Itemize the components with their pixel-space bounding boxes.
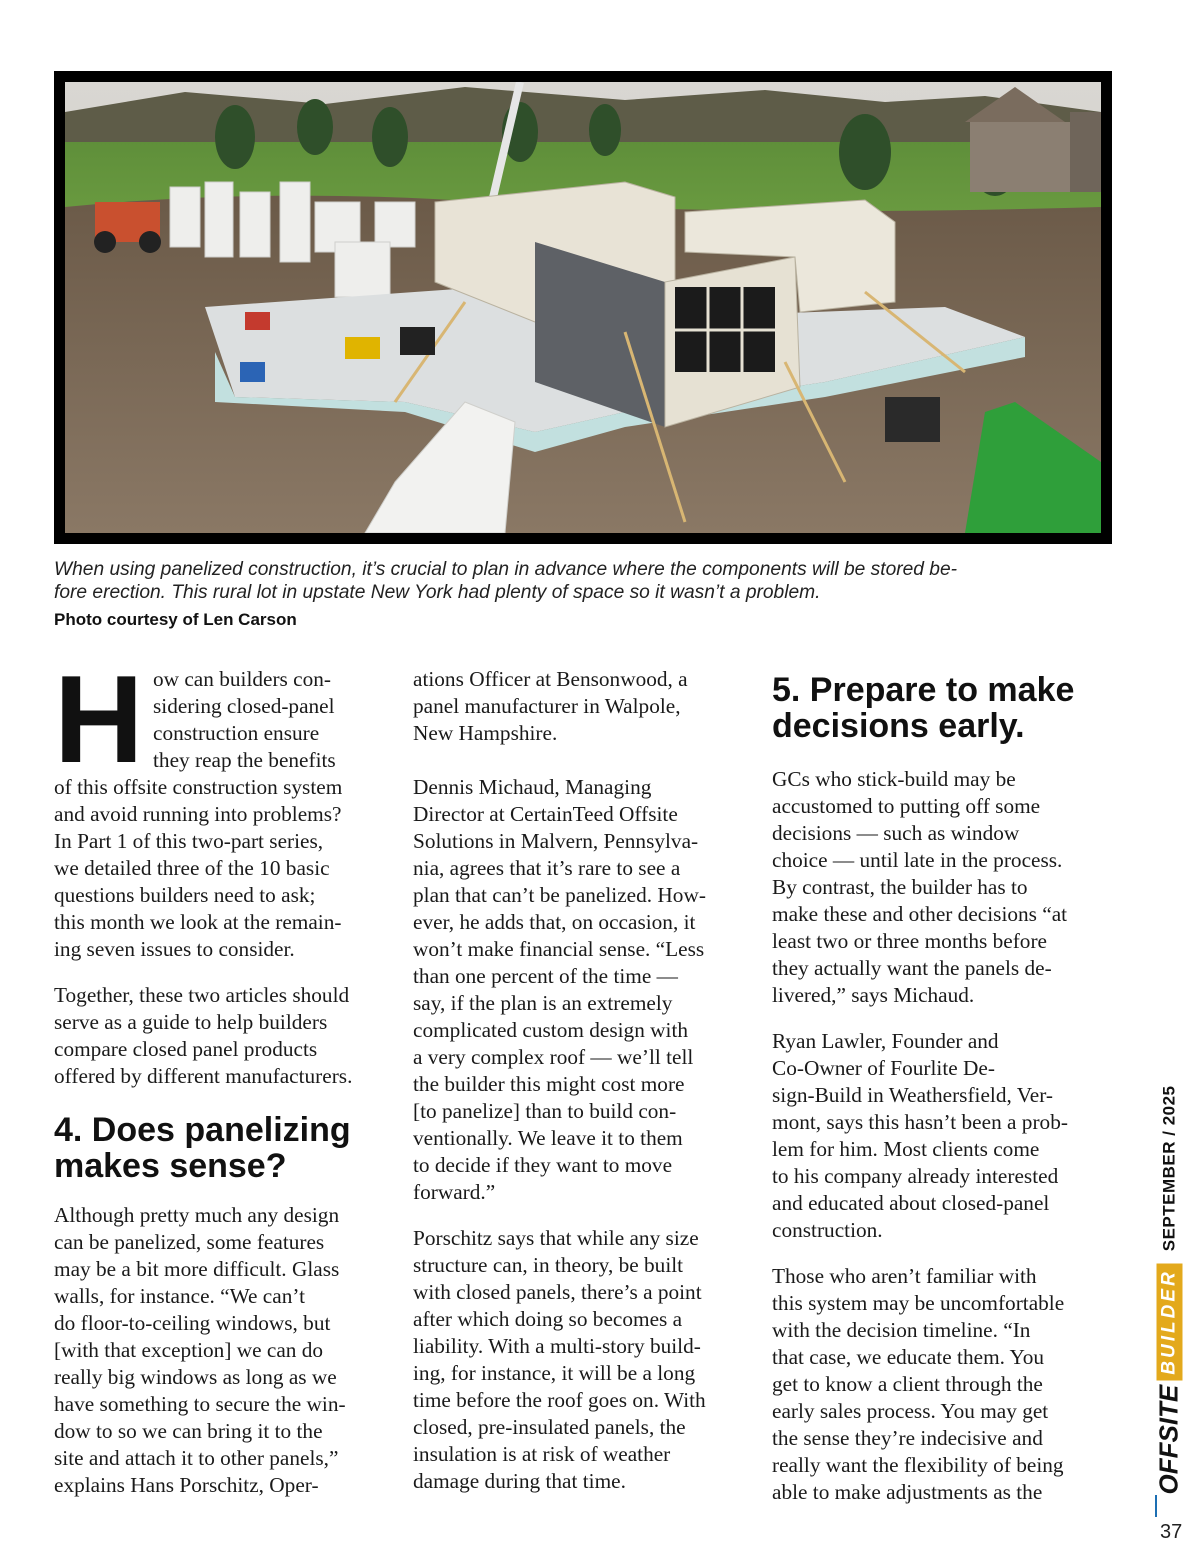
construction-photo-illustration — [65, 82, 1101, 533]
text-line: least two or three months before — [772, 929, 1047, 953]
text-line: Ryan Lawler, Founder and — [772, 1029, 999, 1053]
text-line: with the decision timeline. “In — [772, 1318, 1031, 1342]
article-photo — [54, 71, 1112, 544]
text-line: forward.” — [413, 1180, 496, 1204]
paragraph — [772, 766, 1117, 1009]
paragraph — [54, 1202, 398, 1499]
page-number: 37 — [1160, 1521, 1183, 1543]
heading-line: makes sense? — [54, 1147, 287, 1185]
text-line: this month we look at the remain- — [54, 910, 342, 934]
text-line: dow to so we can bring it to the — [54, 1419, 323, 1443]
text-line: choice — until late in the process. — [772, 848, 1063, 872]
sidebar-brand-block — [1154, 1085, 1185, 1494]
text-line: of this offsite construction system — [54, 775, 343, 799]
brand-offsite: OFFSITE — [1153, 1384, 1184, 1495]
caption-line: When using panelized construction, it’s crucial to plan in advance where the components will be stored be- — [54, 559, 958, 580]
text-line: nia, agrees that it’s rare to see a — [413, 856, 681, 880]
text-line: ations Officer at Bensonwood, a — [413, 667, 688, 691]
text-line: New Hampshire. — [413, 721, 558, 745]
text-line: really big windows as long as we — [54, 1365, 337, 1389]
paragraph — [413, 1225, 753, 1495]
article-column-2 — [413, 666, 753, 1495]
text-line: they actually want the panels de- — [772, 956, 1052, 980]
text-line: ing seven issues to consider. — [54, 937, 295, 961]
text-line: get to know a client through the — [772, 1372, 1043, 1396]
text-line: ing, for instance, it will be a long — [413, 1361, 696, 1385]
text-line: Although pretty much any design — [54, 1203, 340, 1227]
text-line: Co-Owner of Fourlite De- — [772, 1056, 995, 1080]
intro-paragraph — [54, 651, 398, 963]
heading-line: decisions early. — [772, 707, 1025, 745]
text-line: compare closed panel products — [54, 1037, 318, 1061]
text-line: the builder this might cost more — [413, 1072, 685, 1096]
text-line: can be panelized, some features — [54, 1230, 325, 1254]
text-line: Director at CertainTeed Offsite — [413, 802, 678, 826]
text-line: to decide if they want to move — [413, 1153, 673, 1177]
drop-cap: H — [54, 651, 144, 789]
heading-line: 5. Prepare to make — [772, 671, 1075, 709]
text-line: [with that exception] we can do — [54, 1338, 324, 1362]
section-heading-4 — [54, 1112, 398, 1184]
paragraph — [772, 1263, 1117, 1506]
text-line: Those who aren’t familiar with — [772, 1264, 1037, 1288]
text-line: In Part 1 of this two-part series, — [54, 829, 324, 853]
text-line: do floor-to-ceiling windows, but — [54, 1311, 331, 1335]
text-line: panel manufacturer in Walpole, — [413, 694, 681, 718]
text-line: won’t make financial sense. “Less — [413, 937, 705, 961]
text-line: time before the roof goes on. With — [413, 1388, 706, 1412]
text-line: Porschitz says that while any size — [413, 1226, 699, 1250]
photo-caption — [54, 558, 1116, 604]
text-line: ow can builders con- — [153, 667, 332, 691]
text-line: after which doing so becomes a — [413, 1307, 683, 1331]
text-line: Together, these two articles should — [54, 983, 350, 1007]
text-line: complicated custom design with — [413, 1018, 689, 1042]
text-line: GCs who stick-build may be — [772, 767, 1016, 791]
text-line: damage during that time. — [413, 1469, 626, 1493]
text-line: ventionally. We leave it to them — [413, 1126, 683, 1150]
text-line: offered by different manufacturers. — [54, 1064, 353, 1088]
text-line: [to panelize] than to build con- — [413, 1099, 677, 1123]
text-line: lem for him. Most clients come — [772, 1137, 1040, 1161]
text-line: able to make adjustments as the — [772, 1480, 1043, 1504]
caption-line: fore erection. This rural lot in upstate New York had plenty of space so it wasn’t a problem. — [54, 582, 821, 603]
text-line: serve as a guide to help builders — [54, 1010, 328, 1034]
text-line: structure can, in theory, be built — [413, 1253, 684, 1277]
text-line: decisions — such as window — [772, 821, 1020, 845]
text-line: accustomed to putting off some — [772, 794, 1041, 818]
text-line: to his company already interested — [772, 1164, 1059, 1188]
sidebar-rule — [1155, 1495, 1157, 1517]
text-line: have something to secure the win- — [54, 1392, 346, 1416]
text-line: the sense they’re indecisive and — [772, 1426, 1043, 1450]
text-line: plan that can’t be panelized. How- — [413, 883, 706, 907]
text-line: that case, we educate them. You — [772, 1345, 1045, 1369]
text-line: with closed panels, there’s a point — [413, 1280, 702, 1304]
text-line: sidering closed-panel — [153, 694, 335, 718]
text-line: say, if the plan is an extremely — [413, 991, 673, 1015]
text-line: they reap the benefits — [153, 748, 336, 772]
text-line: questions builders need to ask; — [54, 883, 316, 907]
issue-date: SEPTEMBER / 2025 — [1159, 1085, 1178, 1252]
text-line: closed, pre-insulated panels, the — [413, 1415, 686, 1439]
text-line: may be a bit more difficult. Glass — [54, 1257, 340, 1281]
text-line: livered,” says Michaud. — [772, 983, 975, 1007]
text-line: and educated about closed-panel — [772, 1191, 1050, 1215]
text-line: explains Hans Porschitz, Oper- — [54, 1473, 319, 1497]
heading-line: 4. Does panelizing — [54, 1111, 351, 1149]
text-line: liability. With a multi-story build- — [413, 1334, 701, 1358]
text-line: walls, for instance. “We can’t — [54, 1284, 305, 1308]
article-column-1 — [54, 651, 398, 1499]
photo-credit: Photo courtesy of Len Carson — [54, 610, 297, 629]
text-line: mont, says this hasn’t been a prob- — [772, 1110, 1068, 1134]
text-line: and avoid running into problems? — [54, 802, 342, 826]
text-line: really want the flexibility of being — [772, 1453, 1064, 1477]
paragraph — [413, 666, 753, 747]
text-line: construction ensure — [153, 721, 320, 745]
text-line: a very complex roof — we’ll tell — [413, 1045, 694, 1069]
text-line: we detailed three of the 10 basic — [54, 856, 330, 880]
text-line: this system may be uncomfortable — [772, 1291, 1065, 1315]
text-line: insulation is at risk of weather — [413, 1442, 671, 1466]
paragraph — [413, 774, 753, 1206]
brand-builder: BUILDER — [1156, 1263, 1182, 1380]
text-line: site and attach it to other panels,” — [54, 1446, 339, 1470]
text-line: By contrast, the builder has to — [772, 875, 1028, 899]
text-line: Solutions in Malvern, Pennsylva- — [413, 829, 699, 853]
text-line: sign-Build in Weathersfield, Ver- — [772, 1083, 1053, 1107]
text-line: make these and other decisions “at — [772, 902, 1068, 926]
magazine-sidebar — [1143, 1085, 1195, 1495]
section-heading-5 — [772, 672, 1117, 744]
text-line: than one percent of the time — — [413, 964, 678, 988]
text-line: ever, he adds that, on occasion, it — [413, 910, 696, 934]
article-column-3 — [772, 672, 1117, 1506]
text-line: Dennis Michaud, Managing — [413, 775, 652, 799]
paragraph — [54, 982, 398, 1090]
paragraph — [772, 1028, 1117, 1244]
text-line: early sales process. You may get — [772, 1399, 1049, 1423]
text-line: construction. — [772, 1218, 883, 1242]
